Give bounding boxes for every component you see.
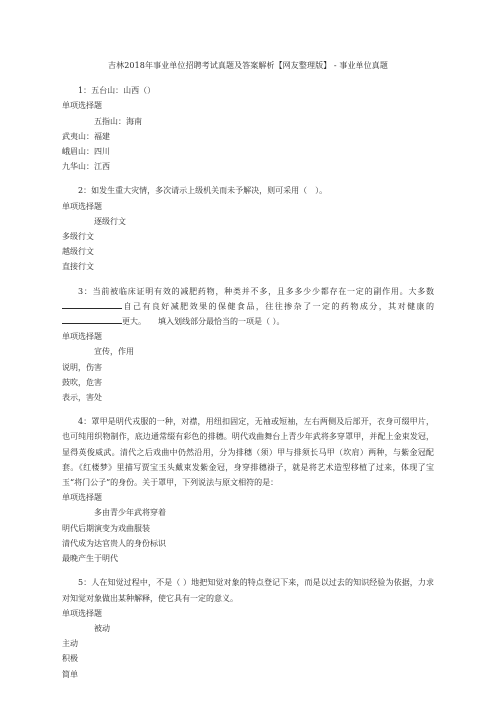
stem-part-1: 3：当前被临床证明有效的减肥药物，种类并不多，且多多少少都存在一定的副作用。大多数 (78, 286, 434, 296)
document-title: 吉林2018年事业单位招聘考试真题及答案解析【网友整理版】 - 事业单位真题 (108, 61, 388, 70)
question-3 (62, 284, 434, 406)
stem-part-2: 自己有良好减肥效果的保健食品，往往掺杂了一定的药物成分，其对健康的 (122, 301, 434, 311)
question-stem: 1：五台山：山西（） (78, 86, 156, 96)
option-d: 表示，害处 (62, 393, 102, 403)
option-b: 说明，伤害 (62, 362, 102, 372)
question-type: 单项选择题 (62, 608, 102, 618)
option-d: 最晚产生于明代 (62, 554, 118, 564)
question-stem: 4：罩甲是明代戎服的一种，对襟，用纽扣固定，无袖或短袖，左右两侧及后部开，衣身可缀甲片，也可纯用织物制作，底边通常缀有彩色的排穗。明代戏曲舞台上青少年武将多穿罩甲，并配上金束发冠，显得英俊威武。清代之后戏曲中仍然沿用，分为排穗（须）甲与排须长马甲（坎肩）两种，与紫金冠配套。《红楼梦》里描写贾宝玉头戴束发紫金冠，身穿排穗褂子，就是将艺术造型移植了过来，体现了宝玉“将门公子”的身份。关于罩甲，下列说法与原文相符的是： (62, 417, 434, 488)
question-2 (62, 183, 434, 274)
question-stem (62, 284, 434, 330)
option-a: 宣传，作用 (94, 347, 134, 357)
option-d: 简单 (62, 669, 78, 679)
option-c: 清代成为达官贵人的身份标识 (62, 538, 166, 548)
fill-blank-1 (62, 300, 122, 309)
question-stem: 5：人在知觉过程中，不是（ ）地把知觉对象的特点登记下来，而是以过去的知识经验为依据，力求对知觉对象做出某种解释，使它具有一定的意义。 (62, 578, 434, 603)
question-stem: 2：如发生重大灾情，多次请示上级机关而未予解决，则可采用（ ）。 (78, 186, 328, 196)
question-1 (62, 83, 434, 174)
option-a: 多由青少年武将穿着 (94, 508, 166, 518)
question-5 (62, 575, 434, 681)
option-c: 积极 (62, 654, 78, 664)
stem-part-3: 更大。 填入划线部分最恰当的一项是（ ）。 (122, 317, 285, 327)
option-d: 九华山：江西 (62, 162, 110, 172)
option-b: 多级行文 (62, 232, 94, 242)
question-type: 单项选择题 (62, 101, 102, 111)
option-c: 越级行文 (62, 247, 94, 257)
option-a: 五指山：海南 (94, 116, 142, 126)
question-type: 单项选择题 (62, 493, 102, 503)
option-b: 明代后期演变为戏曲服装 (62, 523, 150, 533)
option-a: 被动 (94, 623, 110, 633)
option-c: 鼓吹，危害 (62, 377, 102, 387)
option-c: 峨眉山：四川 (62, 147, 110, 157)
question-type: 单项选择题 (62, 332, 102, 342)
question-type: 单项选择题 (62, 201, 102, 211)
option-b: 主动 (62, 639, 78, 649)
option-d: 直接行文 (62, 262, 94, 272)
option-b: 武夷山：福建 (62, 131, 110, 141)
question-4 (62, 414, 434, 566)
option-a: 逐级行文 (94, 216, 126, 226)
fill-blank-2 (62, 315, 122, 324)
